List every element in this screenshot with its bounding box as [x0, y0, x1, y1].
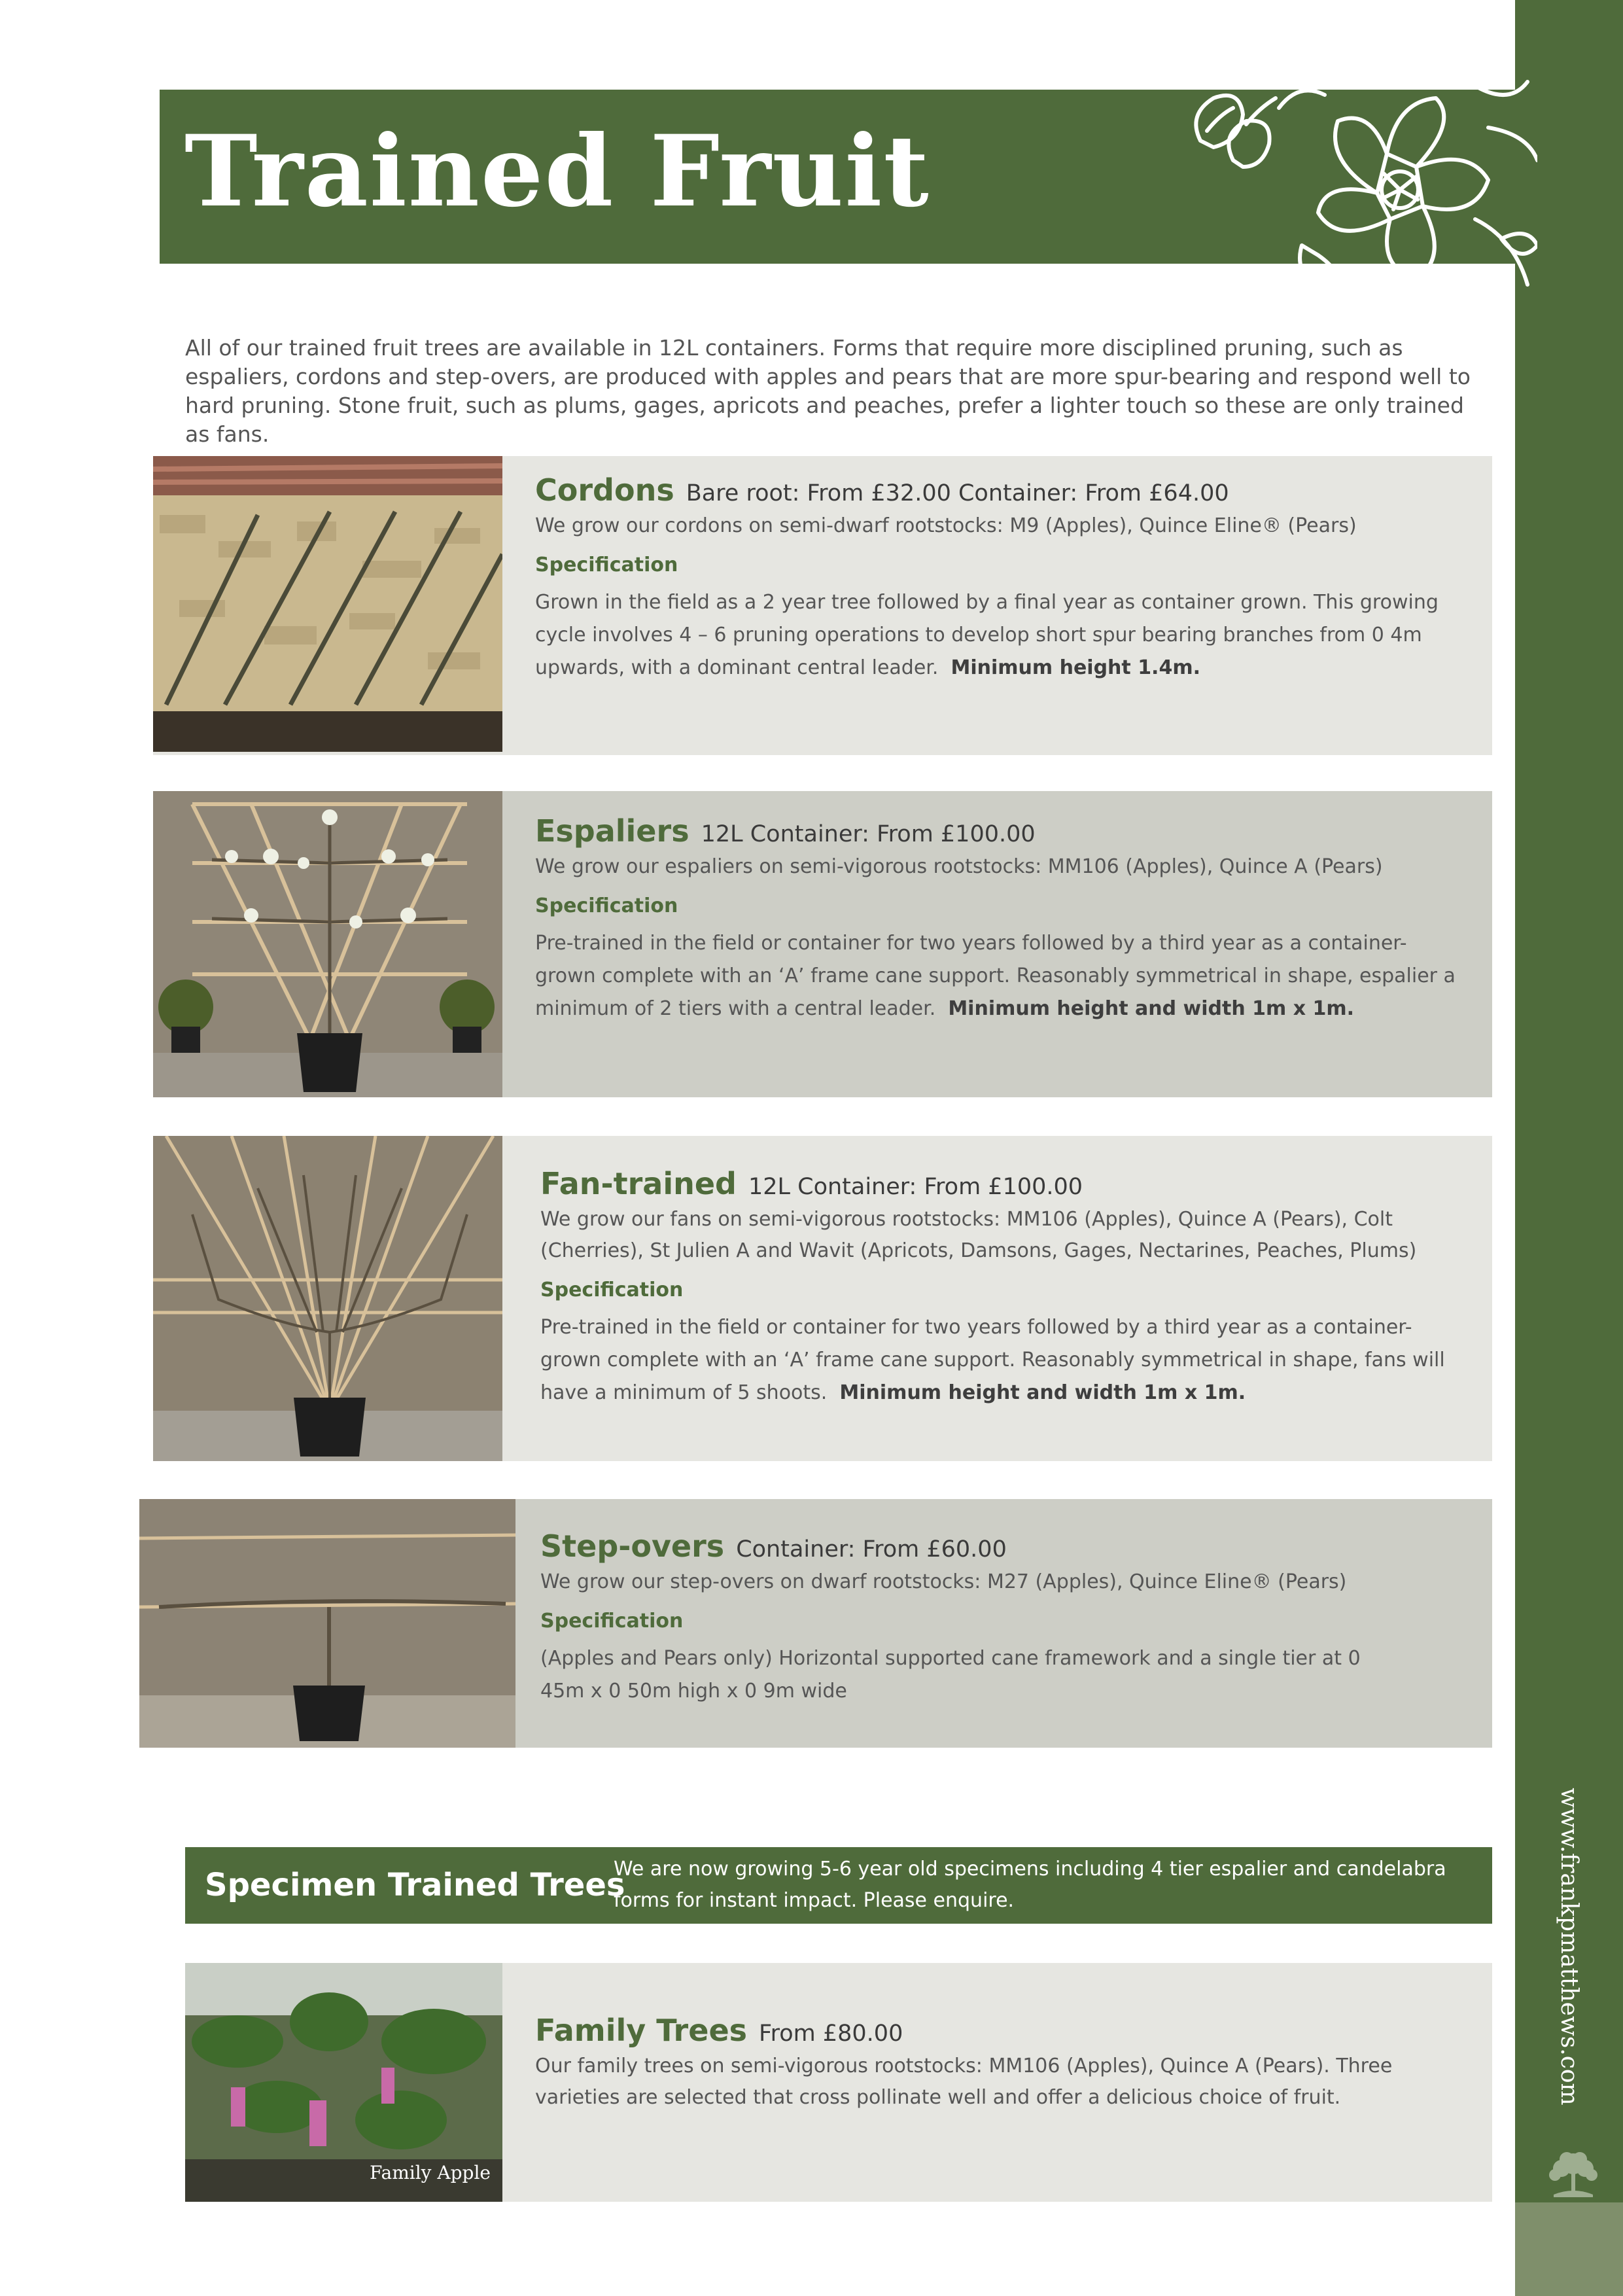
rootstock-text: We grow our espaliers on semi-vigorous rootstocks: MM106 (Apples), Quince A (Pears)	[535, 855, 1383, 878]
spec-minimum: Minimum height 1.4m.	[951, 656, 1200, 679]
spec-text: Grown in the field as a 2 year tree followed by a final year as container grown. This growing cycle involves 4 – 6 pruning operations to develop short spur bearing branches from 0 4m upwards, with a dominant central leader. Minimum height 1.4m.	[535, 591, 1439, 679]
tree-logo-icon	[1541, 2147, 1606, 2200]
spec-text: (Apples and Pears only) Horizontal supported cane framework and a single tier at 0 45m x 0 50m high x 0 9m wide	[540, 1647, 1361, 1703]
espaliers-photo	[153, 791, 502, 1097]
espaliers-details	[535, 813, 1464, 1025]
fan-trained-photo	[153, 1136, 502, 1461]
product-name: Family Trees	[535, 2013, 748, 2048]
side-bar-footer	[1515, 2202, 1623, 2296]
spec-label: Specification	[535, 894, 678, 917]
family-description: Our family trees on semi-vigorous rootstocks: MM106 (Apples), Quince A (Pears). Three varieties are selected that cross pollinate well and offer a delicious choice of fruit.	[535, 2055, 1393, 2109]
specimen-title: Specimen Trained Trees	[205, 1867, 625, 1903]
spec-minimum: Minimum height and width 1m x 1m.	[839, 1381, 1246, 1404]
product-price: Container: From £60.00	[736, 1536, 1007, 1563]
spec-text: Pre-trained in the field or container for two years followed by a third year as a container-grown complete with an ‘A’ frame cane support. Reasonably symmetrical in shape, espalier a minimum of 2 tiers with a central leader. Minimum height and width 1m x 1m.	[535, 932, 1456, 1020]
step-overs-photo	[139, 1499, 515, 1748]
spec-minimum: Minimum height and width 1m x 1m.	[948, 997, 1355, 1020]
blossom-illustration-icon	[1161, 69, 1537, 308]
rootstock-text: We grow our cordons on semi-dwarf rootstocks: M9 (Apples), Quince Eline® (Pears)	[535, 514, 1357, 537]
family-trees-details	[535, 2013, 1464, 2113]
product-price: 12L Container: From £100.00	[748, 1174, 1083, 1200]
product-name: Cordons	[535, 472, 674, 508]
spec-label: Specification	[540, 1279, 684, 1301]
photo-caption: Family Apple	[370, 2162, 491, 2183]
product-name: Fan-trained	[540, 1166, 737, 1201]
website-url[interactable]: www.frankpmatthews.com	[1556, 1788, 1582, 2106]
spec-label: Specification	[535, 554, 678, 576]
product-price: From £80.00	[759, 2021, 903, 2047]
rootstock-text: We grow our step-overs on dwarf rootstocks: M27 (Apples), Quince Eline® (Pears)	[540, 1570, 1347, 1593]
product-name: Espaliers	[535, 813, 689, 849]
fan-trained-details	[540, 1166, 1469, 1409]
spec-label: Specification	[540, 1610, 684, 1633]
step-overs-details	[540, 1528, 1456, 1708]
spec-text: Pre-trained in the field or container for two years followed by a third year as a container-grown complete with an ‘A’ frame cane support. Reasonably symmetrical in shape, fans will have a minimum of 5 shoots. Minimum height and width 1m x 1m.	[540, 1316, 1445, 1404]
specimen-text: We are now growing 5-6 year old specimens including 4 tier espalier and candelabra forms for instant impact. Please enquire.	[614, 1858, 1446, 1912]
product-name: Step-overs	[540, 1528, 725, 1564]
specimen-trained-trees-banner	[185, 1847, 1492, 1924]
page-title: Trained Fruit	[184, 114, 930, 229]
product-price: Bare root: From £32.00 Container: From £64.00	[686, 480, 1229, 506]
product-price: 12L Container: From £100.00	[701, 821, 1036, 847]
intro-paragraph: All of our trained fruit trees are available in 12L containers. Forms that require more disciplined pruning, such as espaliers, cordons and step-overs, are produced with apples and pears that are more spur-bearing and respond well to hard pruning. Stone fruit, such as plums, gages, apricots and peaches, prefer a lighter touch so these are only trained as fans.	[185, 335, 1471, 447]
cordons-photo	[153, 456, 502, 752]
cordons-details	[535, 472, 1464, 684]
family-apple-photo	[185, 1963, 502, 2202]
rootstock-text: We grow our fans on semi-vigorous rootstocks: MM106 (Apples), Quince A (Pears), Colt (Cherries), St Julien A and Wavit (Apricots, Damsons, Gages, Nectarines, Peaches, Plums)	[540, 1208, 1417, 1262]
